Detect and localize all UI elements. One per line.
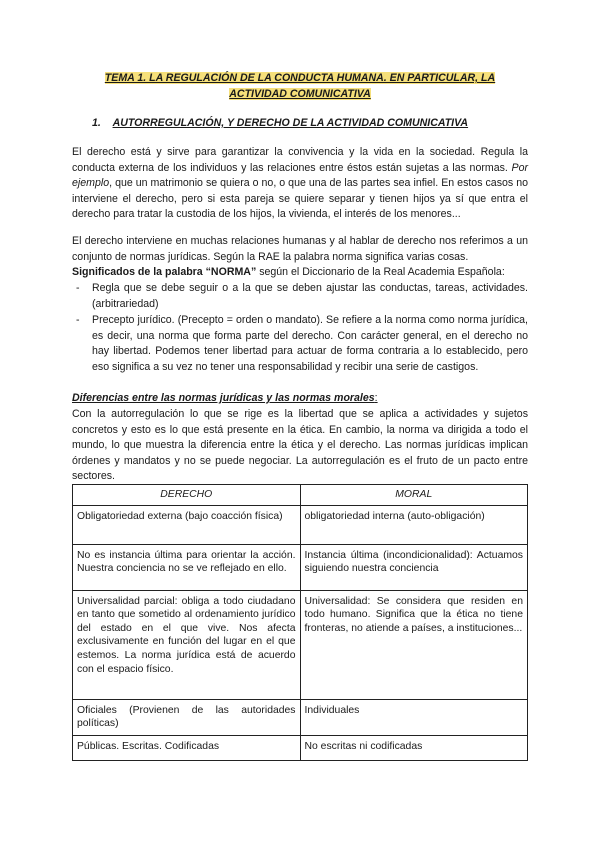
cell-derecho: Obligatoriedad externa (bajo coacción física): [73, 505, 301, 544]
list-dash: -: [76, 314, 80, 327]
table-row: [73, 590, 528, 699]
cell-derecho: Universalidad parcial: obliga a todo ciudadano en tanto que sometido al ordenamiento jurídico del estado en el que vive. Nos afecta exclusivamente en función del lugar en el que estemos. La norma jurídica está de acuerdo con el espacio físico.: [73, 590, 301, 699]
cell-moral: Individuales: [300, 699, 528, 735]
list-dash: -: [76, 282, 80, 294]
table-header-row: [73, 485, 528, 506]
cell-moral: Universalidad: Se considera que residen en todo humano. Significa que la ética no tiene fronteras, no atiende a países, a instituciones...: [300, 590, 528, 699]
cell-moral: Instancia última (incondicionalidad): Actuamos siguiendo nuestra conciencia: [300, 544, 528, 590]
header-moral: MORAL: [300, 485, 528, 506]
differences-heading: [72, 392, 378, 404]
table-row: [73, 505, 528, 544]
paragraph-1-part-a: El derecho está y sirve para garantizar la convivencia y la vida en la sociedad. Regula la conducta externa de los individuos y las relaciones entre éstos están sujetas a las normas.: [72, 146, 528, 174]
title-line-1: TEMA 1. LA REGULACIÓN DE LA CONDUCTA HUMANA. EN PARTICULAR, LA: [104, 72, 496, 84]
title-line-2: ACTIVIDAD COMUNICATIVA: [229, 88, 371, 100]
norma-meanings-bold: Significados de la palabra “NORMA”: [72, 266, 257, 278]
paragraph-2: El derecho interviene en muchas relaciones humanas y al hablar de derecho nos referimos a un conjunto de normas jurídicas. Según la RAE la palabra norma significa varias cosas.: [72, 235, 528, 263]
list-item: [72, 281, 528, 312]
paragraph-1-example: Por ejemplo: [72, 161, 528, 190]
norma-meanings-rest: según el Diccionario de la Real Academia Española:: [256, 266, 505, 278]
paragraph-1: [72, 145, 528, 223]
cell-derecho: Públicas. Escritas. Codificadas: [73, 735, 301, 760]
list-item-text: Regla que se debe seguir o a la que se deben ajustar las conductas, tareas, actividades. (arbitrariedad): [92, 282, 528, 310]
document-title: [72, 70, 528, 102]
list-item-text: Precepto jurídico. (Precepto = orden o mandato). Se refiere a la norma como norma jurídica, es decir, una norma que forma parte del derecho. Con carácter general, en el derecho no hay libertad. Podemos tener libertad para actuar de forma contraria a lo establecido, pero eso significa a su vez no tener una responsabilidad y recibir una serie de castigos.: [92, 314, 528, 373]
header-derecho: DERECHO: [73, 485, 301, 506]
table-row: [73, 699, 528, 735]
section-title: AUTORREGULACIÓN, Y DERECHO DE LA ACTIVIDAD COMUNICATIVA: [112, 117, 469, 129]
paragraph-3: Con la autorregulación lo que se rige es la libertad que se aplica a actividades y sujetos concretos y esto es lo que está presente en la ética. En cambio, la norma va dirigida a todo el mundo, lo que muestra la diferencia entre la ética y el derecho. Las normas jurídicas implican órdenes y mandatos y no se puede negociar. La autorregulación es el fruto de un pacto entre sectores.: [72, 408, 528, 483]
table-row: [73, 544, 528, 590]
norma-meanings-intro: [72, 265, 532, 281]
section-number: 1.: [92, 117, 101, 129]
cell-derecho: No es instancia última para orientar la acción. Nuestra conciencia no se ve reflejado en ello.: [73, 544, 301, 590]
section-heading: [92, 117, 468, 129]
cell-derecho: Oficiales (Provienen de las autoridades políticas): [73, 699, 301, 735]
paragraph-1-part-b: , que un matrimonio se quiera o no, o que una de las partes sea infiel. En estos casos no interviene el derecho, pero si esta pareja se quiere separar y tienen hijos ya sí que entra el derecho para tratar la custodia de los hijos, la vivienda, el interés de los menores...: [72, 177, 528, 221]
cell-moral: No escritas ni codificadas: [300, 735, 528, 760]
differences-heading-text: Diferencias entre las normas jurídicas y las normas morales: [72, 392, 375, 404]
norma-meanings-list: [72, 281, 528, 377]
differences-heading-colon: :: [374, 392, 378, 404]
table-row: [73, 735, 528, 760]
comparison-table: [72, 484, 528, 761]
cell-moral: obligatoriedad interna (auto-obligación): [300, 505, 528, 544]
list-item: [72, 313, 528, 375]
